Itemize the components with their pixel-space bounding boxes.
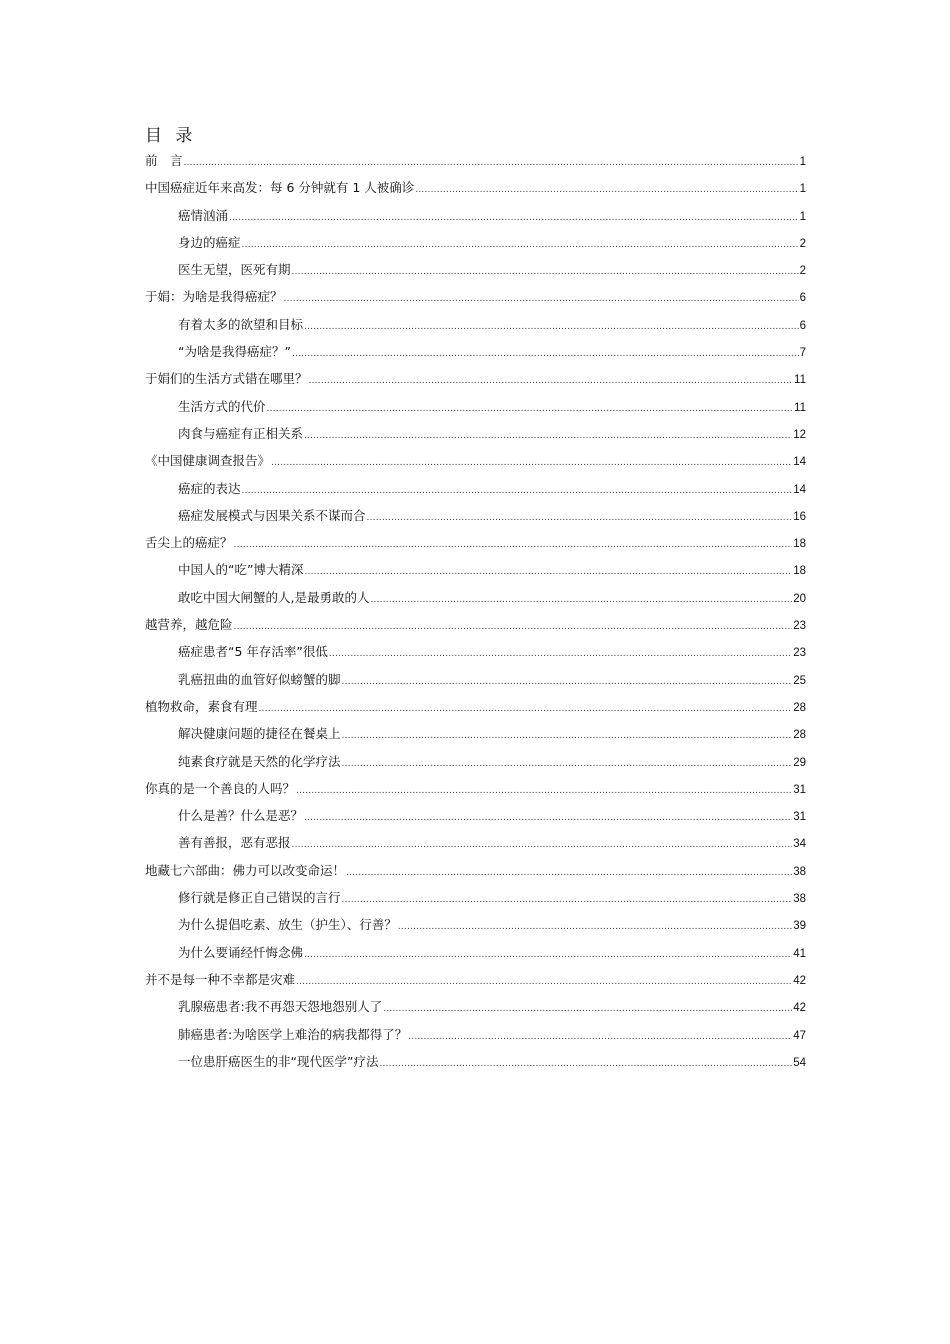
toc-entry-title[interactable]: 生活方式的代价 (178, 398, 266, 414)
toc-page-number[interactable]: 38 (793, 865, 806, 878)
toc-dot-leader (304, 805, 792, 832)
toc-dot-leader (184, 150, 799, 177)
toc-entry-title[interactable]: 一位患肝癌医生的非“现代医学”疗法 (178, 1053, 379, 1069)
toc-entry-title[interactable]: “为啥是我得癌症？” (178, 344, 291, 360)
toc-page-number[interactable]: 39 (793, 920, 806, 933)
toc-page-number[interactable]: 54 (793, 1056, 806, 1069)
toc-page-number[interactable]: 14 (793, 483, 806, 496)
toc-dot-leader (408, 1024, 792, 1051)
toc-entry-title[interactable]: 身边的癌症 (178, 234, 241, 250)
toc-entry-title[interactable]: 前 言 (145, 153, 183, 168)
toc-dot-leader (304, 559, 792, 586)
toc-dot-leader (342, 751, 793, 778)
toc-entry-title[interactable]: 敢吃中国大闸蟹的人,是最勇敢的人 (178, 589, 370, 605)
toc-dot-leader (242, 232, 799, 259)
toc-entry-title[interactable]: 乳腺癌患者:我不再怨天怨地怨别人了 (178, 999, 383, 1015)
toc-entry-title[interactable]: 癌症的表达 (178, 480, 241, 496)
toc-entry-title[interactable]: 癌情汹涌 (178, 207, 229, 223)
toc-page-number[interactable]: 2 (799, 237, 806, 250)
toc-dot-leader (292, 341, 799, 368)
toc-dot-leader (271, 450, 792, 477)
toc-page-number[interactable]: 41 (793, 947, 806, 960)
toc-dot-leader (342, 887, 793, 914)
toc-entry[interactable] (145, 666, 806, 693)
toc-entry-title[interactable]: 舌尖上的癌症？ (145, 535, 233, 551)
toc-page-number[interactable]: 25 (793, 674, 806, 687)
toc-dot-leader (304, 423, 792, 450)
toc-page-number[interactable]: 18 (793, 538, 806, 551)
toc-entry-title[interactable]: 于娟：为啥是我得癌症？ (145, 289, 283, 305)
toc-entry[interactable] (145, 475, 806, 502)
toc-title: 目 录 (145, 126, 197, 146)
toc-page-number[interactable]: 18 (793, 565, 806, 578)
toc-entry[interactable] (145, 748, 806, 775)
toc-entry-title[interactable]: 善有善报，恶有恶报 (178, 835, 291, 851)
toc-entry-title[interactable]: 越营养，越危险 (145, 617, 233, 633)
toc-dot-leader (379, 1051, 792, 1078)
toc-entry[interactable] (145, 393, 806, 420)
toc-entry[interactable] (145, 174, 806, 201)
toc-dot-leader (367, 505, 793, 532)
toc-page-number[interactable]: 7 (799, 347, 806, 360)
toc-entry-title[interactable]: 医生无望，医死有期 (178, 262, 291, 278)
toc-page-number[interactable]: 31 (793, 811, 806, 824)
toc-dot-leader (284, 286, 799, 313)
toc-page-number[interactable]: 47 (793, 1029, 806, 1042)
toc-page-number[interactable]: 14 (793, 456, 806, 469)
toc-entry[interactable] (145, 147, 806, 174)
toc-page-number[interactable]: 23 (793, 620, 806, 633)
toc-dot-leader (329, 641, 792, 668)
toc-entry[interactable] (145, 365, 806, 392)
toc-entry[interactable] (145, 420, 806, 447)
toc-entry[interactable] (145, 993, 806, 1020)
toc-entry[interactable] (145, 584, 806, 611)
toc-entry-title[interactable]: 肺癌患者:为啥医学上难治的病我都得了？ (178, 1026, 408, 1042)
toc-dot-leader (342, 669, 793, 696)
toc-entry-title[interactable]: 于娟们的生活方式错在哪里？ (145, 371, 308, 387)
toc-dot-leader (242, 478, 793, 505)
toc-entry-title[interactable]: 并不是每一种不幸都是灾难 (145, 971, 296, 987)
toc-page-number[interactable]: 1 (799, 156, 806, 168)
toc-dot-leader (342, 723, 793, 750)
toc-page-number[interactable]: 11 (794, 401, 806, 414)
toc-entry-title[interactable]: 有着太多的欲望和目标 (178, 316, 304, 332)
toc-page-number[interactable]: 16 (793, 510, 806, 523)
toc-dot-leader (292, 259, 799, 286)
toc-page-number[interactable]: 6 (799, 319, 806, 332)
toc-entry-title[interactable]: 你真的是一个善良的人吗？ (145, 780, 296, 796)
toc-entry-title[interactable]: 纯素食疗就是天然的化学疗法 (178, 753, 341, 769)
toc-entry[interactable] (145, 775, 806, 802)
toc-entry-title[interactable]: 植物救命，素食有理 (145, 698, 258, 714)
toc-page-number[interactable]: 42 (793, 974, 806, 987)
toc-entry[interactable] (145, 693, 806, 720)
toc-dot-leader (292, 832, 793, 859)
toc-entry[interactable] (145, 502, 806, 529)
toc-dot-leader (267, 396, 794, 423)
toc-page-number[interactable]: 1 (799, 210, 806, 223)
toc-entry-title[interactable]: 《中国健康调查报告》 (145, 453, 271, 469)
toc-dot-leader (346, 860, 792, 887)
toc-dot-leader (234, 532, 793, 559)
toc-entry[interactable] (145, 283, 806, 310)
toc-entry-title[interactable]: 中国癌症近年来高发：每 6 分钟就有 1 人被确诊 (145, 180, 415, 196)
toc-dot-leader (296, 778, 792, 805)
toc-entry-title[interactable]: 为什么提倡吃素、放生（护生）、行善？ (178, 917, 397, 933)
toc-dot-leader (304, 942, 792, 969)
toc-entry-title[interactable]: 癌症发展模式与因果关系不谋而合 (178, 507, 366, 523)
toc-entry-title[interactable]: 地藏七六部曲：佛力可以改变命运！ (145, 862, 346, 878)
table-of-contents (145, 147, 806, 1075)
toc-entry[interactable] (145, 720, 806, 747)
toc-page-number[interactable]: 20 (793, 592, 806, 605)
toc-dot-leader (296, 969, 792, 996)
toc-entry-title[interactable]: 乳癌扭曲的血管好似螃蟹的脚 (178, 671, 341, 687)
toc-page-number[interactable]: 23 (793, 647, 806, 660)
toc-entry[interactable] (145, 311, 806, 338)
toc-entry[interactable] (145, 638, 806, 665)
toc-page-number[interactable]: 34 (793, 838, 806, 851)
toc-page-number[interactable]: 42 (793, 1002, 806, 1015)
toc-entry[interactable] (145, 529, 806, 556)
toc-entry[interactable] (145, 1021, 806, 1048)
toc-page-number[interactable]: 31 (793, 783, 806, 796)
toc-dot-leader (415, 177, 798, 204)
toc-entry-title[interactable]: 修行就是修正自己错误的言行 (178, 890, 341, 906)
toc-dot-leader (383, 996, 792, 1023)
toc-entry-title[interactable]: 什么是善？什么是恶？ (178, 808, 304, 824)
toc-dot-leader (229, 205, 799, 232)
toc-page-number[interactable]: 11 (794, 374, 806, 387)
toc-entry[interactable] (145, 966, 806, 993)
toc-entry[interactable] (145, 829, 806, 856)
toc-page-number[interactable]: 2 (799, 265, 806, 278)
toc-entry-title[interactable]: 解决健康问题的捷径在餐桌上 (178, 726, 341, 742)
toc-entry[interactable] (145, 1048, 806, 1075)
toc-dot-leader (309, 368, 794, 395)
toc-page-number[interactable]: 12 (793, 428, 806, 441)
toc-entry[interactable] (145, 802, 806, 829)
toc-page-number[interactable]: 38 (793, 893, 806, 906)
toc-entry[interactable] (145, 447, 806, 474)
toc-entry-title[interactable]: 中国人的“吃”博大精深 (178, 562, 304, 578)
toc-entry[interactable] (145, 884, 806, 911)
toc-entry[interactable] (145, 911, 806, 938)
toc-page-number[interactable]: 28 (793, 729, 806, 742)
toc-dot-leader (259, 696, 793, 723)
toc-entry[interactable] (145, 857, 806, 884)
toc-page-number[interactable]: 6 (799, 292, 806, 305)
toc-entry-title[interactable]: 为什么要诵经忏悔念佛 (178, 944, 304, 960)
toc-entry[interactable] (145, 939, 806, 966)
toc-page-number[interactable]: 29 (793, 756, 806, 769)
toc-dot-leader (234, 614, 793, 641)
toc-dot-leader (398, 914, 792, 941)
toc-entry[interactable] (145, 338, 806, 365)
toc-page-number[interactable]: 28 (793, 701, 806, 714)
toc-entry[interactable] (145, 611, 806, 638)
toc-entry[interactable] (145, 229, 806, 256)
toc-entry-title[interactable]: 肉食与癌症有正相关系 (178, 425, 304, 441)
toc-entry[interactable] (145, 256, 806, 283)
toc-entry[interactable] (145, 202, 806, 229)
toc-dot-leader (370, 587, 792, 614)
toc-entry-title[interactable]: 癌症患者“5 年存活率”很低 (178, 644, 328, 660)
toc-page-number[interactable]: 1 (799, 183, 806, 196)
toc-entry[interactable] (145, 556, 806, 583)
toc-dot-leader (304, 314, 799, 341)
